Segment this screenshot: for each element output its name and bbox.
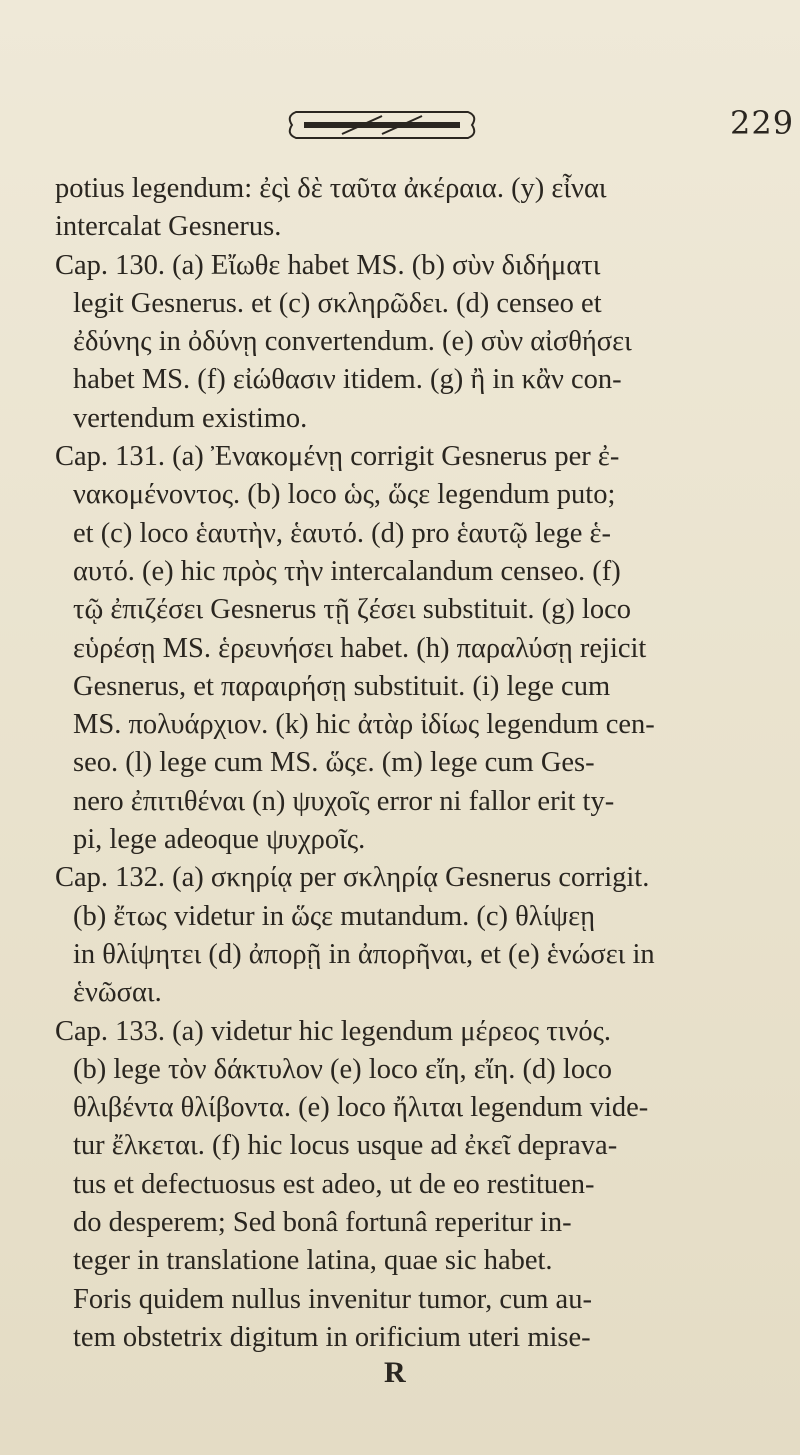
text-line: in θλίψητει (d) ἀπορῇ in ἀπορῆναι, et (e) ἑνώσει in bbox=[73, 938, 655, 970]
text-line: tem obstetrix digitum in orificium uteri mise- bbox=[73, 1321, 591, 1353]
text-line: potius legendum: ἐςὶ δὲ ταῦτα ἀκέραια. (y) εἶναι bbox=[55, 173, 607, 204]
text-line: Cap. 132. (a) σκηρίᾳ per σκληρίᾳ Gesnerus corrigit. bbox=[55, 862, 650, 894]
text-line: seo. (l) lege cum MS. ὥςε. (m) lege cum Ges- bbox=[73, 747, 595, 779]
text-line: Foris quidem nullus invenitur tumor, cum au- bbox=[73, 1283, 592, 1315]
text-line: tus et defectuosus est adeo, ut de eo restituen- bbox=[73, 1168, 595, 1200]
text-line: αυτό. (e) hic πρὸς τὴν intercalandum censeo. (f) bbox=[73, 555, 621, 587]
text-line: tur ἔλκεται. (f) hic locus usque ad ἐκεῖ deprava- bbox=[73, 1130, 618, 1162]
text-line: MS. πολυάρχιον. (k) hic ἀτὰρ ἰδίως legendum cen- bbox=[73, 709, 655, 741]
text-line: vertendum existimo. bbox=[73, 402, 308, 434]
text-line: (b) lege τὸν δάκτυλον (e) loco εἴη, εἴη. (d) loco bbox=[73, 1053, 612, 1085]
text-line: habet MS. (f) εἰώθασιν itidem. (g) ἢ in κἂν con- bbox=[73, 364, 622, 396]
text-line: intercalat Gesnerus. bbox=[55, 211, 282, 243]
page-number: 229 bbox=[730, 104, 795, 142]
signature-mark: R bbox=[384, 1356, 406, 1389]
text-line: εὑρέσῃ MS. ἑρευνήσει habet. (h) παραλύσῃ rejicit bbox=[73, 632, 647, 664]
text-line: pi, lege adeoque ψυχροῖς. bbox=[73, 824, 366, 856]
text-line: θλιβέντα θλίβοντα. (e) loco ἤλιται legendum vide- bbox=[73, 1092, 649, 1124]
text-line: Cap. 131. (a) Ἐνακομένῃ corrigit Gesnerus per ἐ- bbox=[55, 441, 620, 473]
text-line: nero ἐπιτιθέναι (n) ψυχοῖς error ni fallor erit ty- bbox=[73, 785, 615, 817]
text-line: τῷ ἐπιζέσει Gesnerus τῇ ζέσει substituit. (g) loco bbox=[73, 594, 632, 626]
text-line: et (c) loco ἑαυτὴν, ἑαυτό. (d) pro ἑαυτῷ lege ἑ- bbox=[73, 517, 611, 549]
text-line: ἐδύνης in ὀδύνῃ convertendum. (e) σὺν αἰσθήσει bbox=[73, 326, 632, 358]
header-ornament bbox=[282, 108, 482, 142]
text-line: νακομένοντος. (b) loco ὡς, ὥςε legendum puto; bbox=[73, 479, 616, 511]
text-line: do desperem; Sed bonâ fortunâ reperitur in- bbox=[73, 1207, 572, 1239]
text-line: legit Gesnerus. et (c) σκληρῶδει. (d) censeo et bbox=[73, 287, 602, 319]
text-line: Cap. 133. (a) videtur hic legendum μέρεος τινός. bbox=[55, 1015, 611, 1047]
text-line: (b) ἔτως videtur in ὥςε mutandum. (c) θλίψεῃ bbox=[73, 900, 595, 932]
text-line: Cap. 130. (a) Εἴωθε habet MS. (b) σὺν διδήματι bbox=[55, 249, 601, 281]
text-line: teger in translatione latina, quae sic habet. bbox=[73, 1245, 553, 1277]
text-line: ἑνῶσαι. bbox=[73, 977, 162, 1009]
text-line: Gesnerus, et παραιρήσῃ substituit. (i) lege cum bbox=[73, 670, 611, 702]
body-text bbox=[55, 170, 735, 1357]
